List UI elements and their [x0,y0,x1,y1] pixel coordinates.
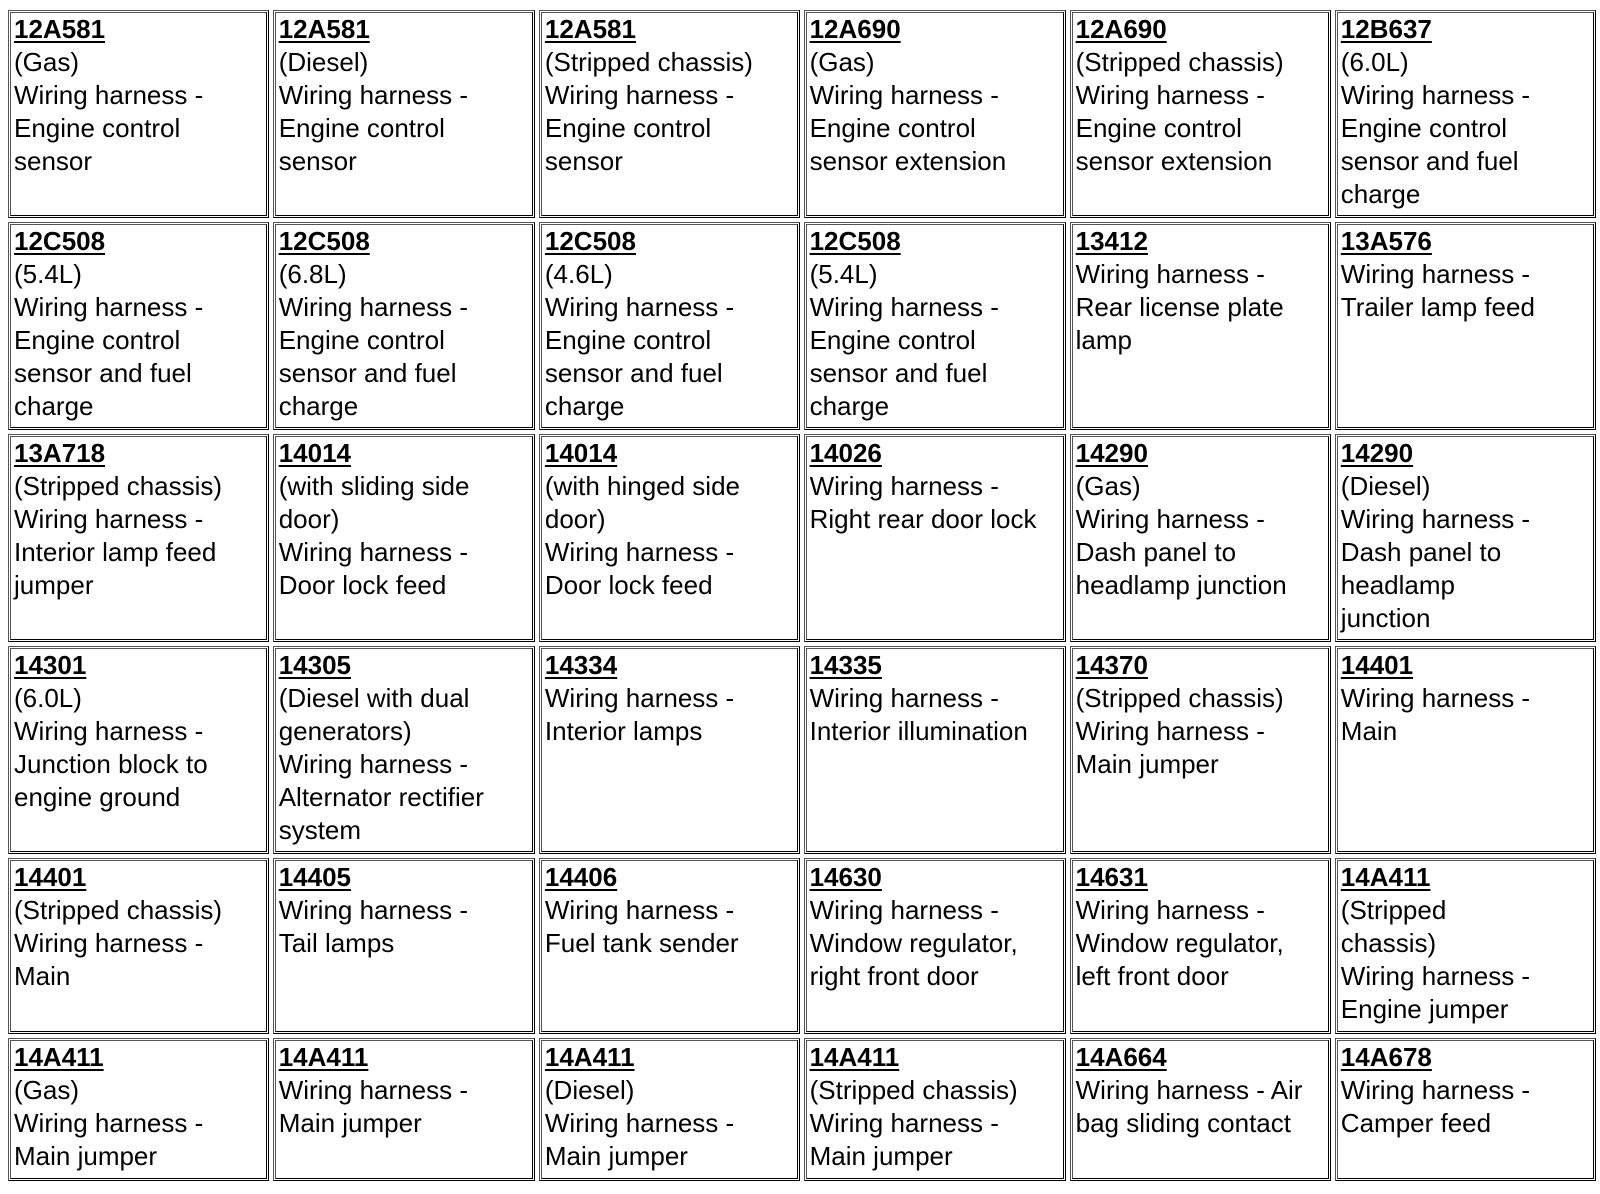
part-number-link[interactable]: 12A581 [544,14,636,44]
part-cell [8,222,269,430]
part-number-link[interactable]: 14290 [1340,438,1414,468]
part-number-link[interactable]: 12A690 [809,14,901,44]
part-cell [804,858,1066,1034]
part-number-link[interactable]: 14290 [1075,438,1148,468]
part-description: (Diesel with dual generators) [278,683,470,746]
part-description: Wiring harness - Interior lamp feed jumper [14,504,217,600]
part-cell [1070,1038,1331,1181]
part-cell [804,1038,1066,1181]
part-description: (Stripped chassis) [544,47,753,77]
part-cell [8,10,269,218]
part-description: (with sliding side door) [278,471,470,534]
part-cell [539,222,800,430]
part-description: Wiring harness - Trailer lamp feed [1340,259,1535,322]
part-cell [273,1038,535,1181]
part-cell [1335,10,1596,218]
part-description: (Stripped chassis) [14,895,223,925]
part-description: (Gas) [14,47,79,77]
part-number-link[interactable]: 14401 [14,862,87,892]
part-number-link[interactable]: 14335 [809,650,882,680]
part-number-link[interactable]: 14401 [1340,650,1414,680]
part-description: Wiring harness - Engine jumper [1340,961,1531,1024]
part-number-link[interactable]: 14334 [544,650,618,680]
part-description: (Diesel) [1340,471,1431,501]
parts-grid-body [8,10,1596,1181]
part-description: Wiring harness - Interior illumination [809,683,1028,746]
part-description: (4.6L) [544,259,613,289]
part-cell [1335,858,1596,1034]
part-description: Wiring harness - Engine control sensor and fuel charge [809,292,999,421]
part-description: Wiring harness - Interior lamps [544,683,735,746]
part-number-link[interactable]: 12A690 [1075,14,1167,44]
part-number-link[interactable]: 12C508 [809,226,901,256]
part-description: Wiring harness - Junction block to engine ground [14,716,208,812]
part-number-link[interactable]: 12C508 [14,226,106,256]
part-cell [1335,646,1596,854]
grid-row [8,646,1596,854]
part-number-link[interactable]: 14631 [1075,862,1148,892]
part-description: Wiring harness - Engine control sensor [278,80,468,176]
part-number-link[interactable]: 14014 [544,438,618,468]
part-description: Wiring harness - Door lock feed [544,537,735,600]
part-description: (Stripped chassis) [1340,895,1447,958]
part-number-link[interactable]: 14A411 [14,1042,104,1072]
part-description: (Stripped chassis) [1075,47,1284,77]
part-number-link[interactable]: 14A411 [278,1042,369,1072]
part-number-link[interactable]: 12C508 [278,226,370,256]
part-cell [1070,10,1331,218]
part-description: Wiring harness - Alternator rectifier system [278,749,484,845]
part-description: Wiring harness - Dash panel to headlamp junction [1340,504,1531,633]
part-description: Wiring harness - Window regulator, right front door [809,895,1018,991]
part-description: Wiring harness - Main jumper [278,1075,468,1138]
part-cell [804,222,1066,430]
part-number-link[interactable]: 14A411 [544,1042,635,1072]
part-description: Wiring harness - Engine control sensor extension [1075,80,1273,176]
part-number-link[interactable]: 12B637 [1340,14,1432,44]
part-description: Wiring harness - Main [1340,683,1531,746]
grid-row [8,1038,1596,1181]
part-description: Wiring harness - Tail lamps [278,895,468,958]
part-number-link[interactable]: 14A411 [809,1042,900,1072]
part-description: (6.0L) [14,683,82,713]
part-number-link[interactable]: 12A581 [14,14,106,44]
part-description: (Stripped chassis) [14,471,223,501]
part-cell [8,858,269,1034]
part-number-link[interactable]: 14014 [278,438,352,468]
part-description: (5.4L) [809,259,878,289]
part-description: Wiring harness - Engine control sensor and fuel charge [14,292,204,421]
part-cell [539,646,800,854]
part-cell [539,1038,800,1181]
part-cell [804,646,1066,854]
part-description: Wiring harness - Rear license plate lamp [1075,259,1284,355]
part-cell [1335,222,1596,430]
part-description: (Diesel) [544,1075,635,1105]
part-number-link[interactable]: 14305 [278,650,352,680]
part-description: Wiring harness - Engine control sensor and fuel charge [278,292,468,421]
part-number-link[interactable]: 14A664 [1075,1042,1167,1072]
part-cell [1335,434,1596,642]
part-cell [8,646,269,854]
part-cell [273,10,535,218]
part-description: (6.0L) [1340,47,1409,77]
part-description: Wiring harness - Main jumper [809,1108,999,1171]
part-description: Wiring harness - Window regulator, left front door [1075,895,1284,991]
part-description: Wiring harness - Dash panel to headlamp junction [1075,504,1287,600]
grid-row [8,222,1596,430]
part-cell [539,434,800,642]
part-cell [1070,434,1331,642]
part-cell [804,434,1066,642]
part-description: Wiring harness - Air bag sliding contact [1075,1075,1303,1138]
part-description: Wiring harness - Engine control sensor [544,80,735,176]
part-cell [539,858,800,1034]
part-description: Wiring harness - Right rear door lock [809,471,1037,534]
part-number-link[interactable]: 14405 [278,862,352,892]
part-description: (Gas) [14,1075,79,1105]
grid-row [8,858,1596,1034]
part-cell [804,10,1066,218]
part-description: (Stripped chassis) [1075,683,1284,713]
part-cell [539,10,800,218]
part-description: (with hinged side door) [544,471,741,534]
part-cell [1070,646,1331,854]
part-description: (Gas) [809,47,875,77]
part-description: (6.8L) [278,259,347,289]
part-description: (Diesel) [278,47,369,77]
part-description: Wiring harness - Fuel tank sender [544,895,739,958]
part-cell [1335,1038,1596,1181]
part-number-link[interactable]: 13A718 [14,438,106,468]
part-number-link[interactable]: 14630 [809,862,882,892]
part-number-link[interactable]: 14026 [809,438,882,468]
parts-grid-table [4,6,1600,1185]
part-number-link[interactable]: 14A678 [1340,1042,1432,1072]
part-description: (Stripped chassis) [809,1075,1018,1105]
part-cell [1070,222,1331,430]
part-description: Wiring harness - Engine control sensor and fuel charge [1340,80,1531,209]
part-description: Wiring harness - Engine control sensor [14,80,204,176]
part-description: Wiring harness - Main jumper [14,1108,204,1171]
part-cell [8,434,269,642]
part-description: Wiring harness - Main jumper [544,1108,735,1171]
part-number-link[interactable]: 12C508 [544,226,636,256]
part-cell [1070,858,1331,1034]
part-cell [8,1038,269,1181]
part-number-link[interactable]: 12A581 [278,14,370,44]
part-description: Wiring harness - Camper feed [1340,1075,1531,1138]
part-number-link[interactable]: 14406 [544,862,618,892]
part-number-link[interactable]: 14A411 [1340,862,1431,892]
part-cell [273,434,535,642]
grid-row [8,10,1596,218]
part-cell [273,646,535,854]
part-description: Wiring harness - Engine control sensor extension [809,80,1007,176]
part-number-link[interactable]: 14301 [14,650,87,680]
part-number-link[interactable]: 13A576 [1340,226,1432,256]
part-description: Wiring harness - Engine control sensor and fuel charge [544,292,735,421]
part-description: (Gas) [1075,471,1141,501]
part-number-link[interactable]: 14370 [1075,650,1148,680]
part-cell [273,858,535,1034]
part-description: (5.4L) [14,259,82,289]
part-description: Wiring harness - Main jumper [1075,716,1265,779]
part-cell [273,222,535,430]
part-description: Wiring harness - Main [14,928,204,991]
part-number-link[interactable]: 13412 [1075,226,1148,256]
grid-row [8,434,1596,642]
part-description: Wiring harness - Door lock feed [278,537,468,600]
